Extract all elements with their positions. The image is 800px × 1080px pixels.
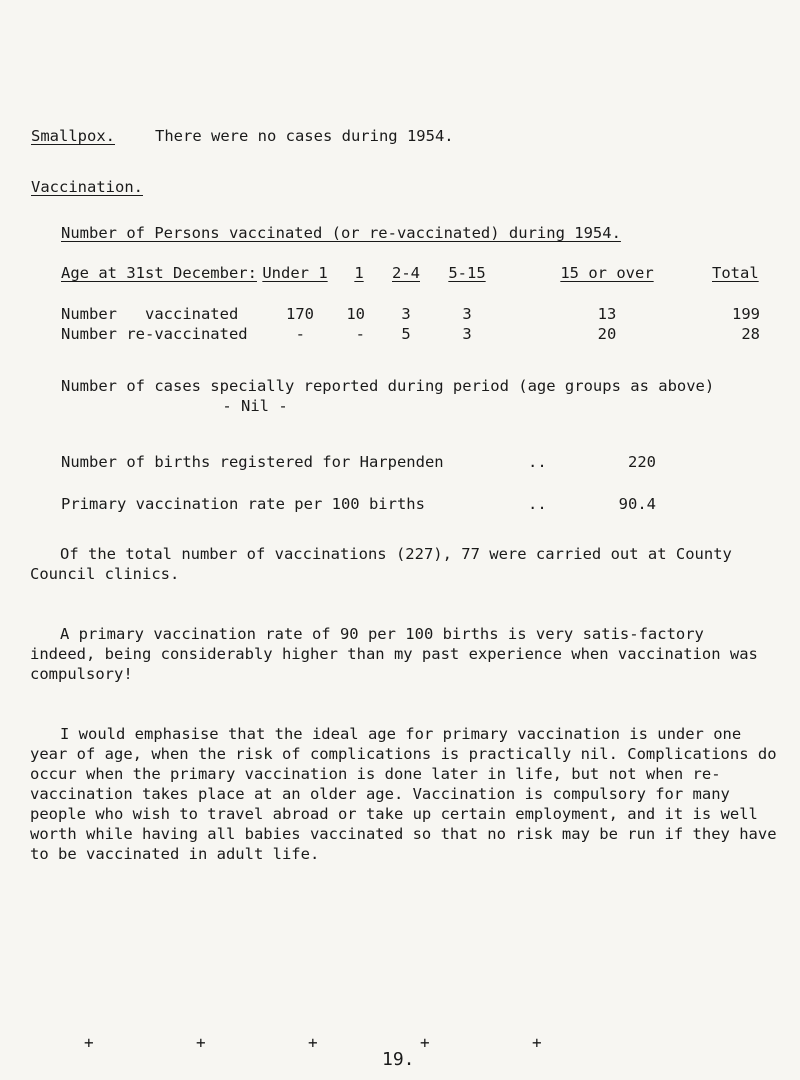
col-header: 15 or over: [560, 264, 654, 282]
cell: 13: [597, 305, 617, 323]
cell: 10: [346, 305, 365, 323]
row-label: Number vaccinated: [61, 305, 239, 323]
cases-line: Number of cases specially reported during period (age groups as above): [61, 377, 715, 395]
cell: 199: [732, 305, 760, 323]
rate-label: Primary vaccination rate per 100 births: [61, 495, 425, 513]
paragraph-clinics: Of the total number of vaccinations (227), 77 were carried out at County Council clinics.: [30, 545, 732, 583]
cell: 20: [597, 325, 617, 343]
table-title: Number of Persons vaccinated (or re-vaccinated) during 1954.: [61, 224, 621, 242]
page-number: 19.: [382, 1049, 415, 1070]
paragraph-emphasis: I would emphasise that the ideal age for primary vaccination is under one year of age, when the risk of complications is practically nil. Complications do occur when the primary vaccination is done later in life, but not when re-vaccination takes place at an older age. Vaccination is compulsory for many people who wish to travel abroad or take up certain employment, and it is well worth while having all babies vaccinated so that no risk may be run if they have to be vaccinated in adult life.: [30, 725, 777, 863]
separator-plus: +: [532, 1033, 542, 1052]
separator-plus: +: [420, 1033, 430, 1052]
separator-plus: +: [308, 1033, 318, 1052]
births-dots: ..: [528, 453, 547, 471]
paragraph-rate: A primary vaccination rate of 90 per 100 births is very satis-factory indeed, being considerably higher than my past experience when vaccination was compulsory!: [30, 625, 758, 683]
smallpox-heading: Smallpox.: [31, 127, 115, 145]
age-label: Age at 31st December:: [61, 264, 257, 282]
rate-dots: ..: [528, 495, 547, 513]
col-header: 5-15: [448, 264, 486, 282]
cell: 3: [462, 305, 472, 323]
row-label: Number re-vaccinated: [61, 325, 248, 343]
cell: 28: [741, 325, 760, 343]
vaccination-heading: Vaccination.: [31, 178, 143, 196]
smallpox-text: There were no cases during 1954.: [155, 127, 454, 145]
separator-plus: +: [196, 1033, 206, 1052]
col-header: Total: [712, 264, 759, 282]
cell: -: [355, 325, 365, 343]
cell: -: [295, 325, 305, 343]
cell: 3: [401, 305, 411, 323]
births-value: 220: [628, 453, 656, 471]
births-label: Number of births registered for Harpenden: [61, 453, 444, 471]
col-header: 1: [354, 264, 364, 282]
cell: 3: [462, 325, 472, 343]
cell: 170: [286, 305, 314, 323]
rate-value: 90.4: [618, 495, 656, 513]
col-header: 2-4: [392, 264, 420, 282]
cell: 5: [401, 325, 411, 343]
separator-plus: +: [84, 1033, 94, 1052]
cases-value: - Nil -: [222, 397, 288, 415]
col-header: Under 1: [262, 264, 328, 282]
